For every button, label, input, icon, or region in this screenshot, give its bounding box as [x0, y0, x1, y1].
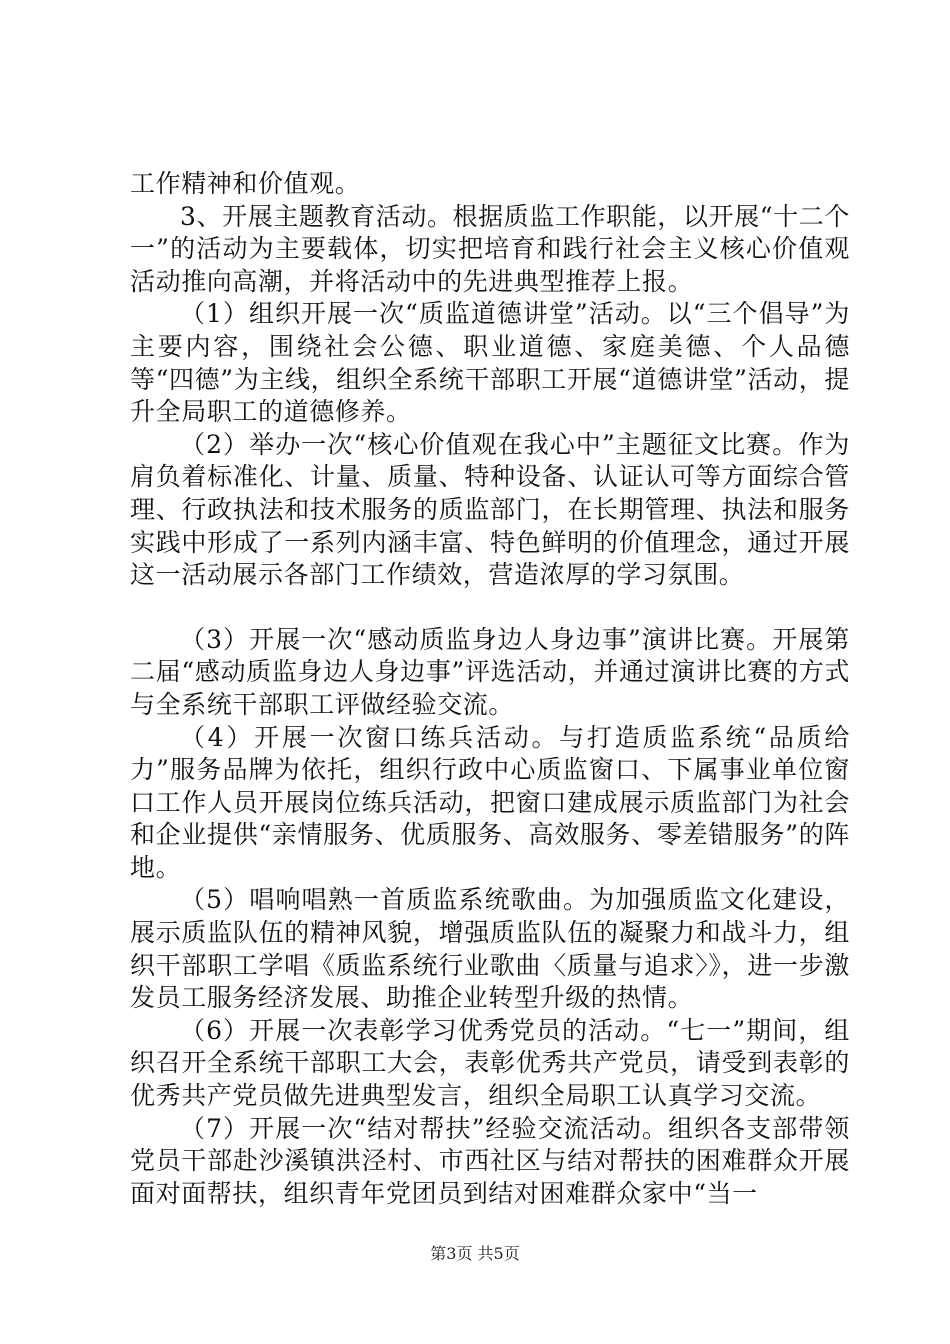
paragraph-item-4: （4）开展一次窗口练兵活动。与打造质监系统“品质给力”服务品牌为依托，组织行政中心质监窗口、下属事业单位窗口工作人员开展岗位练兵活动，把窗口建成展示质监部门为社会和企业提供“亲情服务、优质服务、高效服务、零差错服务”的阵地。 — [130, 722, 850, 882]
page-number-footer: 第3页 共5页 — [430, 1244, 520, 1263]
paragraph-item-2: （2）举办一次“核心价值观在我心中”主题征文比赛。作为肩负着标准化、计量、质量、特种设备、认证认可等方面综合管理、行政执法和技术服务的质监部门，在长期管理、执法和服务实践中形成了一系列内涵丰富、特色鲜明的价值理念，通过开展这一活动展示各部门工作绩效，营造浓厚的学习氛围。 — [130, 429, 850, 590]
paragraph-item-7: （7）开展一次“结对帮扶”经验交流活动。组织各支部带领党员干部赴沙溪镇洪泾村、市西社区与结对帮扶的困难群众开展面对面帮扶，组织青年党团员到结对困难群众家中“当一 — [130, 1113, 850, 1208]
paragraph-item-6: （6）开展一次表彰学习优秀党员的活动。“七一”期间，组织召开全系统干部职工大会，表彰优秀共产党员，请受到表彰的优秀共产党员做先进典型发言，组织全局职工认真学习交流。 — [130, 1015, 850, 1111]
paragraph-continuation: 工作精神和价值观。 — [130, 169, 361, 198]
paragraph-item-1: （1）组织开展一次“质监道德讲堂”活动。以“三个倡导”为主要内容，围绕社会公德、职业道德、家庭美德、个人品德等“四德”为主线，组织全系统干部职工开展“道德讲堂”活动，提升全局职工的道德修养。 — [130, 299, 850, 427]
paragraph-gap — [130, 592, 850, 624]
paragraph-section-3: 3、开展主题教育活动。根据质监工作职能，以开展“十二个一”的活动为主要载体，切实把培育和践行社会主义核心价值观活动推向高潮，并将活动中的先进典型推荐上报。 — [130, 201, 850, 296]
paragraph-item-5: （5）唱响唱熟一首质监系统歌曲。为加强质监文化建设，展示质监队伍的精神风貌，增强质监队伍的凝聚力和战斗力，组织干部职工学唱《质监系统行业歌曲〈质量与追求〉》，进一步激发员工服务经济发展、助推企业转型升级的热情。 — [130, 885, 850, 1013]
document-body — [130, 168, 850, 1210]
paragraph-item-3: （3）开展一次“感动质监身边人身边事”演讲比赛。开展第二届“感动质监身边人身边事”评选活动，并通过演讲比赛的方式与全系统干部职工评做经验交流。 — [130, 624, 850, 719]
